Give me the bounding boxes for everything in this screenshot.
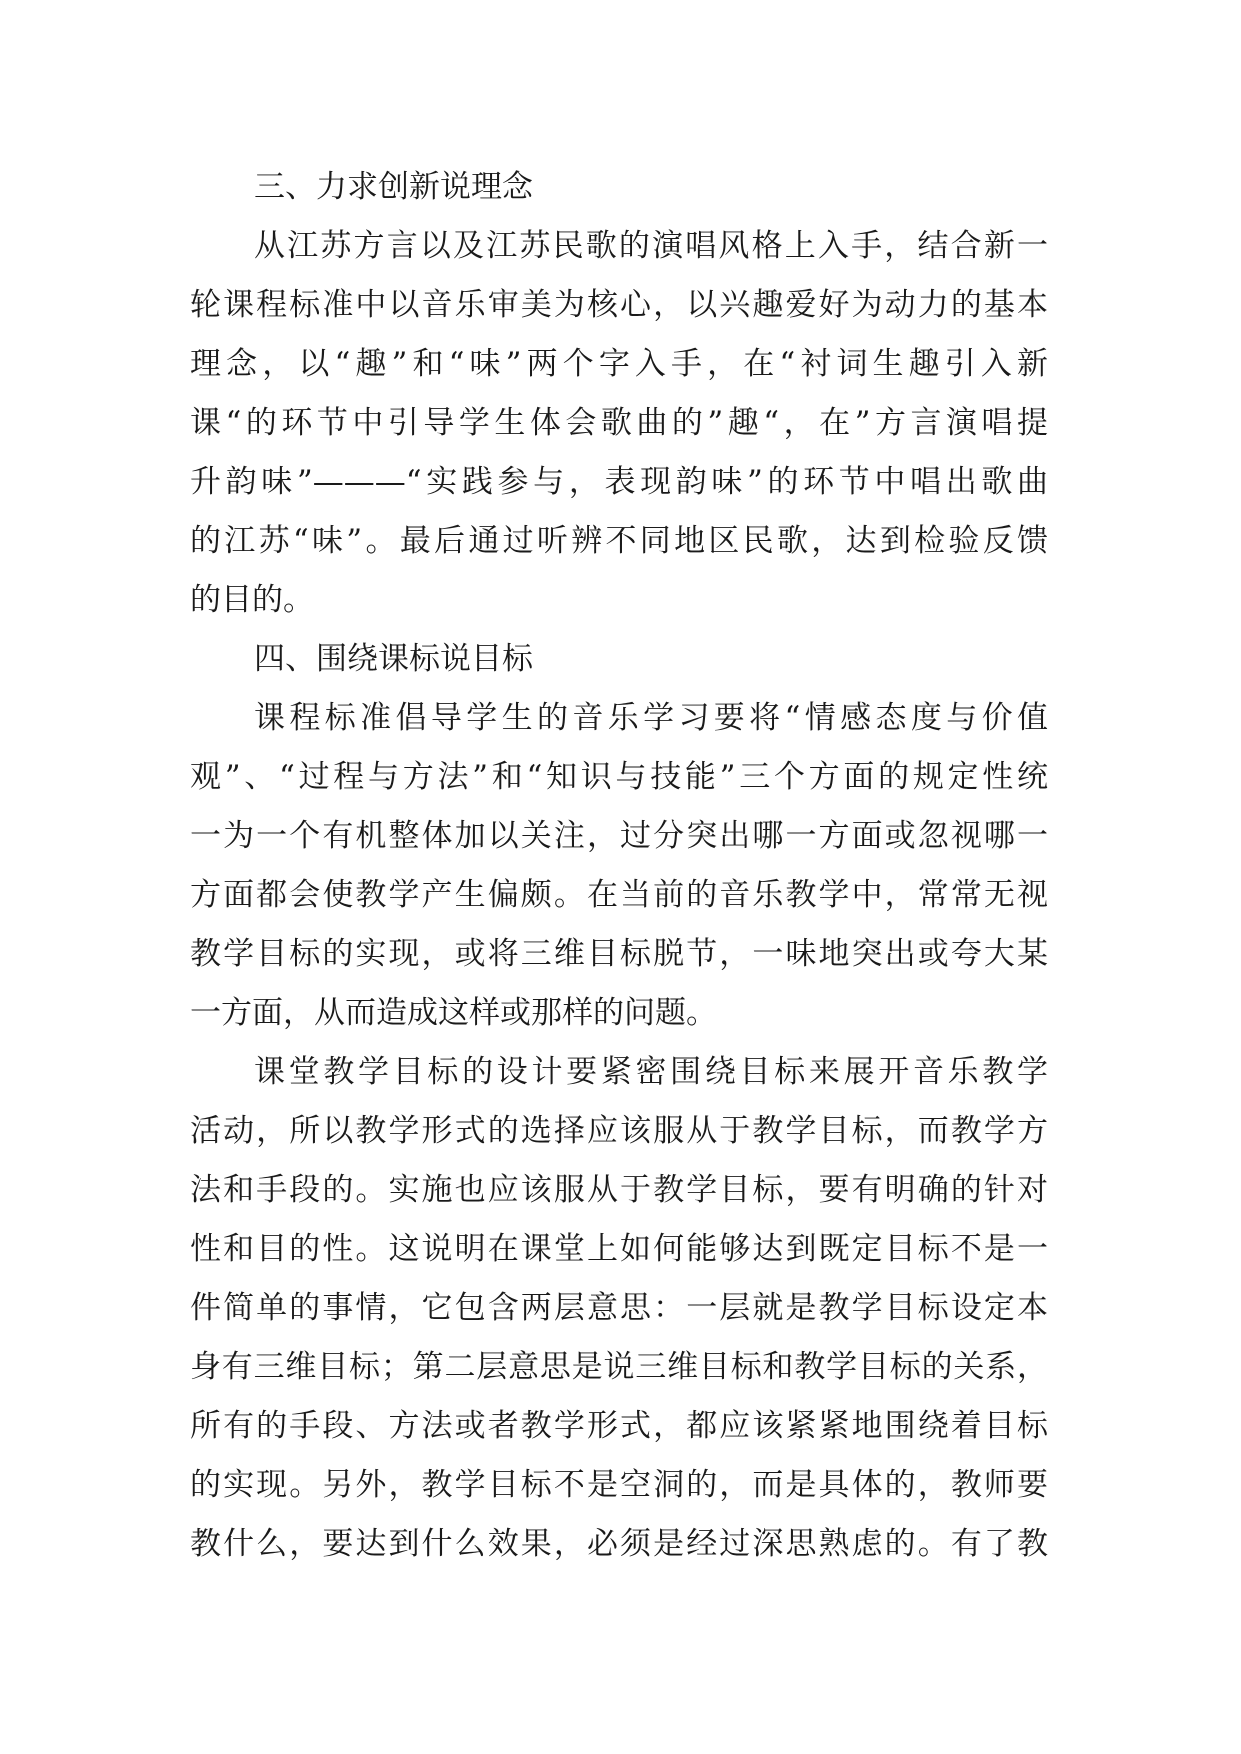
- paragraph-line: 轮课程标准中以音乐审美为核心，以兴趣爱好为动力的基本: [190, 287, 1048, 323]
- paragraph-line: 方面都会使教学产生偏颇。在当前的音乐教学中，常常无视: [190, 877, 1048, 913]
- paragraph-line: 教学目标的实现，或将三维目标脱节，一味地突出或夸大某: [190, 936, 1048, 972]
- paragraph-line: 教什么，要达到什么效果，必须是经过深思熟虑的。有了教: [190, 1526, 1048, 1562]
- paragraph-line: 的目的。: [190, 582, 314, 618]
- paragraph-line: 观”、“过程与方法”和“知识与技能”三个方面的规定性统: [190, 759, 1048, 795]
- paragraph-line: 一为一个有机整体加以关注，过分突出哪一方面或忽视哪一: [190, 818, 1048, 854]
- section-heading-3: 三、力求创新说理念: [254, 169, 533, 205]
- paragraph-line: 升韵味”———“实践参与，表现韵味”的环节中唱出歌曲: [190, 464, 1048, 500]
- paragraph-line: 理念，以“趣”和“味”两个字入手，在“衬词生趣引入新: [190, 346, 1048, 382]
- paragraph-line: 一方面，从而造成这样或那样的问题。: [190, 995, 717, 1031]
- paragraph-line: 的江苏“味”。最后通过听辨不同地区民歌，达到检验反馈: [190, 523, 1048, 559]
- paragraph-line: 从江苏方言以及江苏民歌的演唱风格上入手，结合新一: [254, 228, 1048, 264]
- section-heading-4: 四、围绕课标说目标: [254, 641, 533, 677]
- paragraph-line: 的实现。另外，教学目标不是空洞的，而是具体的，教师要: [190, 1467, 1048, 1503]
- paragraph-line: 课程标准倡导学生的音乐学习要将“情感态度与价值: [254, 700, 1048, 736]
- paragraph-line: 身有三维目标；第二层意思是说三维目标和教学目标的关系，: [190, 1349, 1048, 1385]
- document-body: [190, 158, 1048, 1574]
- paragraph-line: 活动，所以教学形式的选择应该服从于教学目标，而教学方: [190, 1113, 1048, 1149]
- paragraph-line: 件简单的事情，它包含两层意思：一层就是教学目标设定本: [190, 1290, 1048, 1326]
- paragraph-line: 性和目的性。这说明在课堂上如何能够达到既定目标不是一: [190, 1231, 1048, 1267]
- paragraph-line: 所有的手段、方法或者教学形式，都应该紧紧地围绕着目标: [190, 1408, 1048, 1444]
- paragraph-line: 课“的环节中引导学生体会歌曲的”趣“，在”方言演唱提: [190, 405, 1048, 441]
- paragraph-line: 法和手段的。实施也应该服从于教学目标，要有明确的针对: [190, 1172, 1048, 1208]
- paragraph-line: 课堂教学目标的设计要紧密围绕目标来展开音乐教学: [254, 1054, 1048, 1090]
